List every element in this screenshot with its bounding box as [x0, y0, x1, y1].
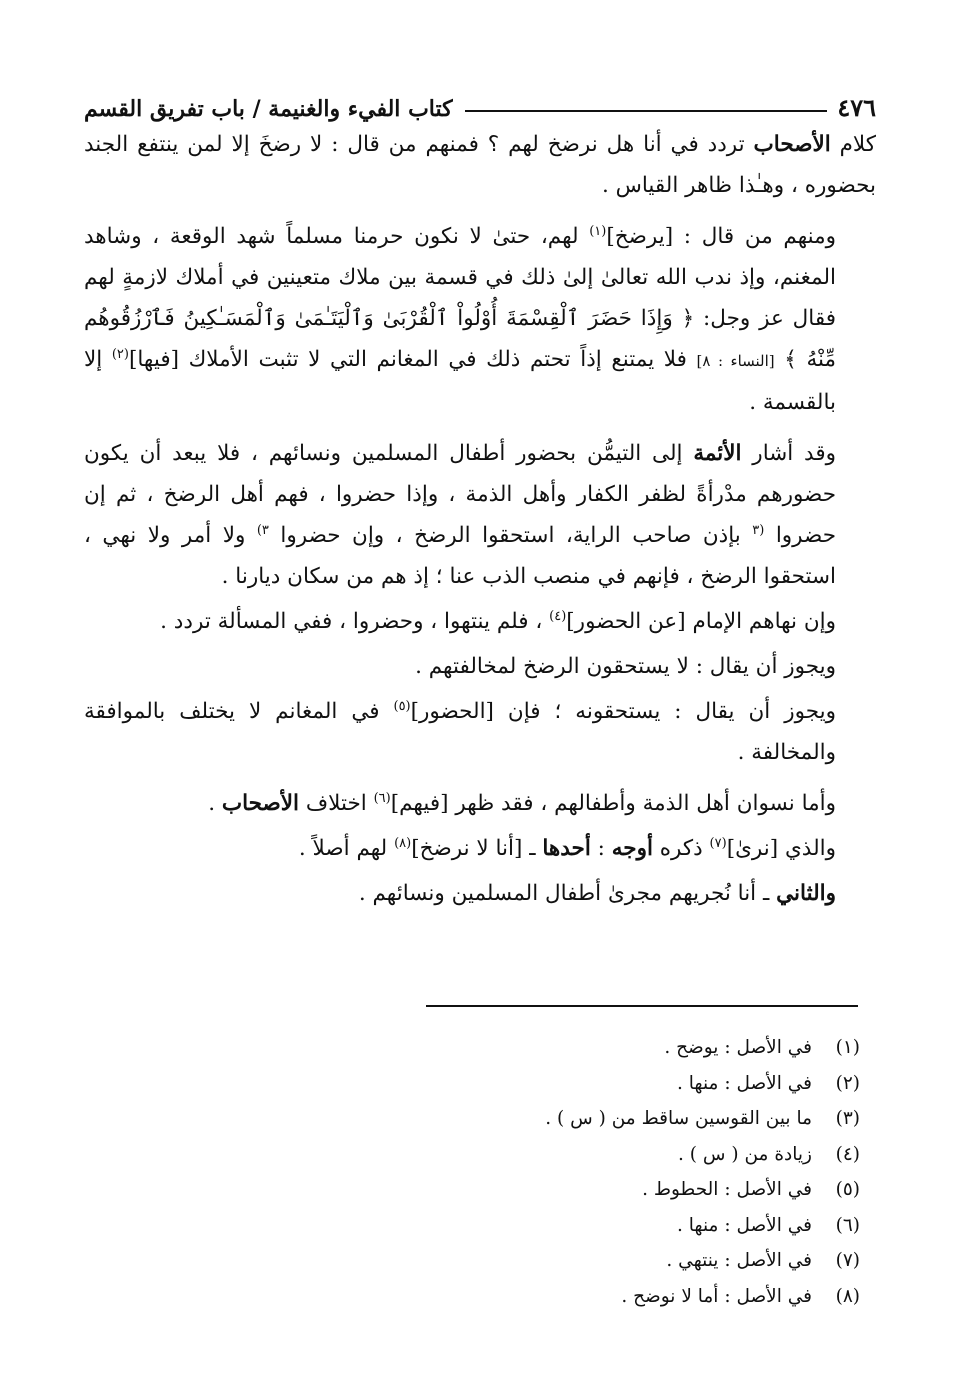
footnote-ref-8[interactable]: (٨)	[394, 835, 412, 851]
running-header	[84, 78, 876, 120]
main-text	[84, 124, 876, 914]
footnote-ref-2[interactable]: (٢)	[111, 346, 129, 362]
page-number: ٤٧٦	[837, 93, 876, 122]
paragraph-5: ويجوز أن يقال : لا يستحقون الرضخ لمخالفتهم .	[415, 654, 836, 679]
paragraph-6: ويجوز أن يقال : يستحقونه ؛ فإن [الحضور]$^{(٥)}$ في المغانم لا يختلف بالموافقة والمخالفة .	[84, 698, 836, 765]
footnote-ref-5[interactable]: (٥)	[393, 698, 411, 714]
quran-citation: [النساء : ٨]	[696, 352, 775, 370]
footnote-5: (٥) في الأصل : الحطوط .	[642, 1179, 860, 1200]
paragraph-9: والثاني ـ أنا نُجريهم مجرىٰ أطفال المسلمين ونسائهم .	[358, 881, 836, 906]
footnote-ref-1[interactable]: (١)	[589, 223, 607, 239]
footnote-ref-3-close[interactable]: ٣)	[256, 522, 269, 538]
footnote-7: (٧) في الأصل : ينتهي .	[666, 1250, 860, 1271]
footnote-ref-6[interactable]: (٦)	[373, 790, 391, 806]
footnote-3: (٣) ما بين القوسين ساقط من ( س ) .	[545, 1108, 860, 1129]
footnote-separator	[426, 1005, 858, 1007]
footnote-4: (٤) زيادة من ( س ) .	[678, 1143, 860, 1165]
footnote-1: (١) في الأصل : يوضح .	[664, 1037, 860, 1058]
paragraph-1: كلام الأصحاب تردد في أنا هل نرضخ لهم ؟ فمنهم من قال : لا رضخَ إلا لمن ينتفع الجند بحضوره ، وهـٰذا ظاهر القياس .	[84, 132, 876, 198]
paragraph-7: وأما نسوان أهل الذمة وأطفالهم ، فقد ظهر [فيهم]$^{(٦)}$ اختلاف الأصحاب .	[208, 790, 836, 816]
footnote-8: (٨) في الأصل : أما لا نوضح .	[621, 1285, 860, 1307]
footnote-2: (٢) في الأصل : منها .	[677, 1072, 860, 1094]
paragraph-8: والذي [نرىٰ]$^{(٧)}$ ذكره أوجه : أحدها ـ [أنا لا نرضخ]$^{(٨)}$ لهم أصلاً .	[298, 835, 836, 861]
footnote-ref-4[interactable]: (٤)	[549, 608, 567, 624]
paragraph-4: وإن نهاهم الإمام [عن الحضور]$^{(٤)}$ ، فلم ينتهوا ، وحضروا ، ففي المسألة تردد .	[160, 608, 836, 634]
footnote-6: (٦) في الأصل : منها .	[677, 1214, 860, 1236]
paragraph-2: ومنهم من قال : [يرضخ]$^{(١)}$ لهم، حتىٰ لا نكون حرمنا مسلماً شهد الوقعة ، وشاهد المغنم، وإذ ندب الله تعالىٰ إلىٰ ذلك في قسمة بين ملاك متعينين في أملاك لازمةٍ لهم فقال عز وجل: ﴿ وَإِذَا حَضَرَ ٱلْقِسْمَةَ أُوْلُواْ ٱلْقُرْبَىٰ وَٱلْيَتَـٰمَىٰ وَٱلْمَسَـٰكِينُ فَٱرْزُقُوهُم مِّنْهُ ﴾ [النساء : ٨] فلا يمتنع إذاً تحتم ذلك في المغانم التي لا تثبت الأملاك [فيها]$^{(٢)}$ إلا بالقسمة .	[84, 223, 837, 415]
running-title: كتاب الفيء والغنيمة / باب تفريق القسم	[84, 96, 453, 122]
header-rule	[465, 110, 828, 112]
footnote-ref-7[interactable]: (٧)	[709, 835, 727, 851]
paragraph-3: وقد أشار الأئمة إلى التيمُّن بحضور أطفال المسلمين ونسائهم ، فلا يبعد أن يكون حضورهم مدْرأةً لظفر الكفار وأهل الذمة ، وإذا حضروا ، فهم أهل الرضخ ، ثم إن حضروا $^{(٣}$ بإذن صاحب الراية، استحقوا الرضخ ، وإن حضروا $^{٣)}$ ولا أمر ولا نهي ، استحقوا الرضخ ، فإنهم في منصب الذب عنا ؛ إذ هم من سكان ديارنا .	[84, 441, 836, 589]
footnote-ref-3-open[interactable]: (٣	[752, 522, 765, 538]
footnotes	[84, 1030, 860, 1314]
